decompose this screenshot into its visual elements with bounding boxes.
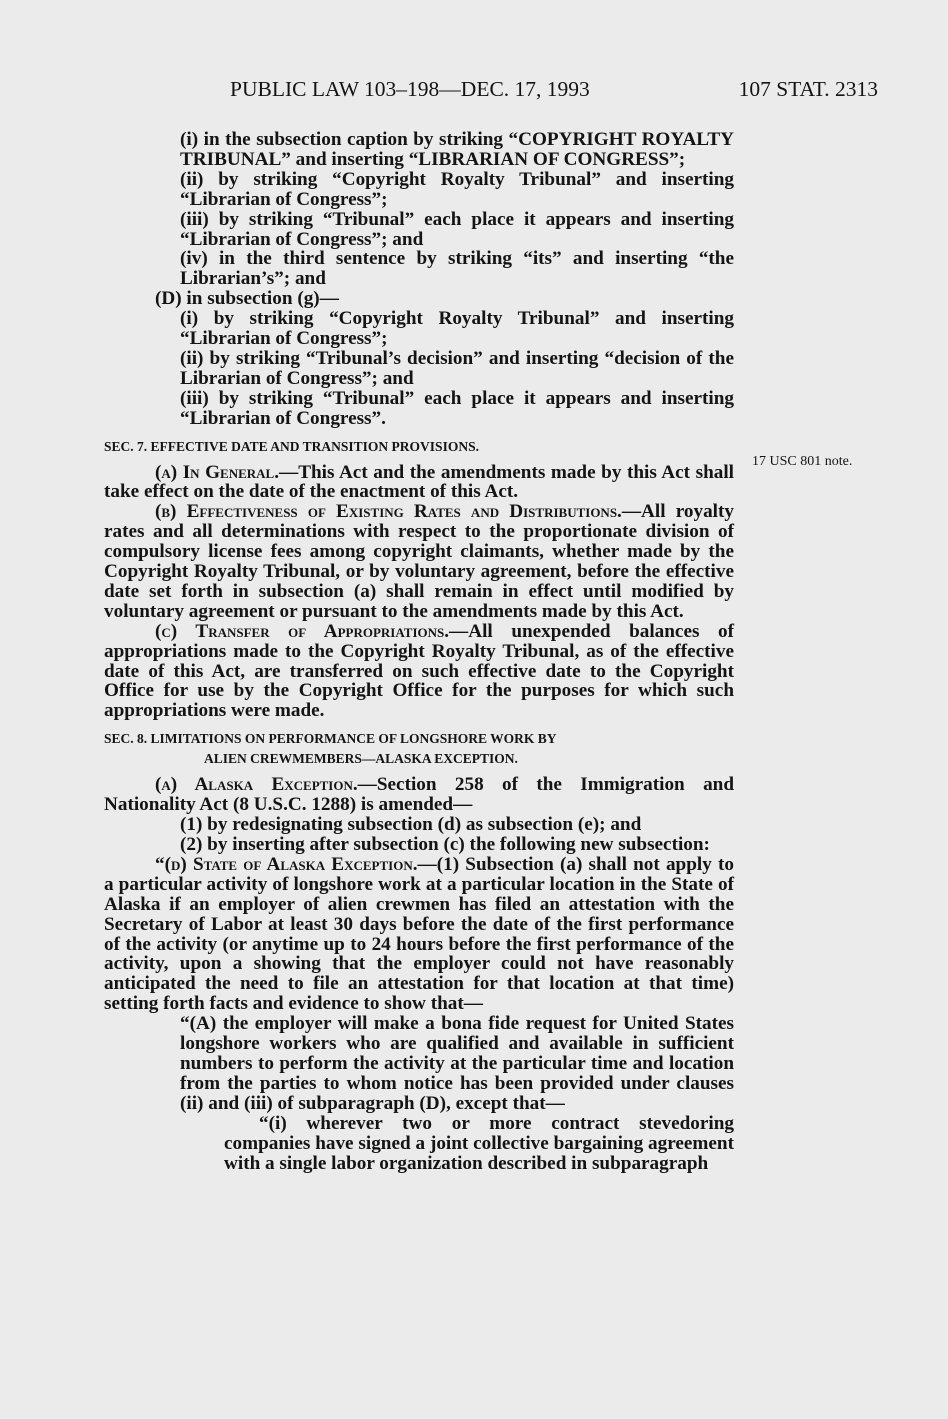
section-8a	[104, 775, 734, 815]
quoted-subsection-d-text: —(1) Subsection (a) shall not apply to a particular activity of longshore work at a particular location in the State of Alaska if an employer of alien crewmen has filed an attestation with the Secretary of Labor at least 30 days before the date of the first performance of the activity (or anytime up to 24 hours before the first performance of the activity, upon a showing that the employer could not have reasonably anticipated the need to file an attestation for that location at that time) setting forth facts and evidence to show that—	[104, 853, 734, 1015]
section-8a-heading: (a) Alaska Exception.	[155, 774, 358, 796]
page-header	[230, 77, 878, 107]
clause-i-caption: (i) in the subsection caption by striking “COPYRIGHT ROYALTY TRIBUNAL” and inserting “LIBRARIAN OF CONGRESS”;	[180, 129, 734, 170]
section-7a	[104, 463, 734, 503]
clause-iv-third-sentence: (iv) in the third sentence by striking “its” and inserting “the Librarian’s”; and	[180, 248, 734, 290]
section-7b	[104, 502, 734, 621]
quoted-subsection-d-heading: “(d) State of Alaska Exception.	[155, 853, 418, 875]
section-7b-heading: (b) Effectiveness of Existing Rates and Distributions.	[155, 501, 622, 523]
subparagraph-d: (D) in subsection (g)—	[155, 288, 339, 310]
paragraph-8a-2: (2) by inserting after subsection (c) the following new subsection:	[180, 834, 710, 855]
section-8-heading	[104, 729, 734, 769]
section-8-heading-line-1: SEC. 8. LIMITATIONS ON PERFORMANCE OF LONGSHORE WORK BY	[104, 731, 557, 747]
section-8a-text: —Section 258 of the Immigration and Nationality Act (8 U.S.C. 1288) is amended—	[104, 774, 735, 816]
statute-page-number: 107 STAT. 2313	[738, 77, 878, 101]
section-7c-heading: (c) Transfer of Appropriations.	[155, 620, 450, 642]
paragraph-8a-1: (1) by redesignating subsection (d) as subsection (e); and	[180, 814, 642, 836]
clause-ii-striking: (ii) by striking “Copyright Royalty Tribunal” and inserting “Librarian of Congress”;	[180, 168, 734, 210]
section-7a-text: —This Act and the amendments made by this Act shall take effect on the date of the enactment of this Act.	[104, 461, 735, 503]
section-8-heading-line-2: ALIEN CREWMEMBERS—ALASKA EXCEPTION.	[204, 751, 518, 767]
clause-A-i: “(i) wherever two or more contract stevedoring companies have signed a joint collective bargaining agreement with a single labor organization described in subparagraph	[224, 1112, 734, 1174]
clause-iii-g: (iii) by striking “Tribunal” each place it appears and inserting “Librarian of Congress”.	[180, 387, 734, 429]
margin-note: 17 USC 801 note.	[752, 454, 853, 469]
clause-ii-g: (ii) by striking “Tribunal’s decision” and inserting “decision of the Librarian of Congress”; and	[180, 347, 734, 389]
running-head-title: PUBLIC LAW 103–198—DEC. 17, 1993	[230, 77, 590, 101]
document-body	[104, 130, 734, 1173]
section-7a-heading: (a) In General.	[155, 461, 280, 483]
clause-i-g: (i) by striking “Copyright Royalty Tribunal” and inserting “Librarian of Congress”;	[180, 308, 734, 350]
section-7c-text: —All unexpended balances of appropriations made to the Copyright Royalty Tribunal, as of the effective date of this Act, are transferred on such effective date to the Copyright Office for use by the Copyright Office for the purposes for which such appropriations were made.	[104, 620, 734, 722]
quoted-subsection-d	[104, 855, 734, 1014]
clause-iii-striking: (iii) by striking “Tribunal” each place it appears and inserting “Librarian of Congress”; and	[180, 208, 734, 250]
section-7-heading: SEC. 7. EFFECTIVE DATE AND TRANSITION PROVISIONS.	[104, 438, 479, 454]
section-7c	[104, 622, 734, 722]
section-7b-text: —All royalty rates and all determinations with respect to the proportionate division of compulsory license fees among copyright claimants, whether made by the Copyright Royalty Tribunal, or by voluntary agreement, before the effective date set forth in subsection (a) shall remain in effect until modified by voluntary agreement or pursuant to the amendments made by this Act.	[104, 501, 734, 622]
subparagraph-A: “(A) the employer will make a bona fide request for United States longshore workers who are qualified and available in sufficient numbers to perform the activity at the particular time and location from the parties to whom notice has been provided under clauses (ii) and (iii) of subparagraph (D), except that—	[180, 1013, 734, 1114]
